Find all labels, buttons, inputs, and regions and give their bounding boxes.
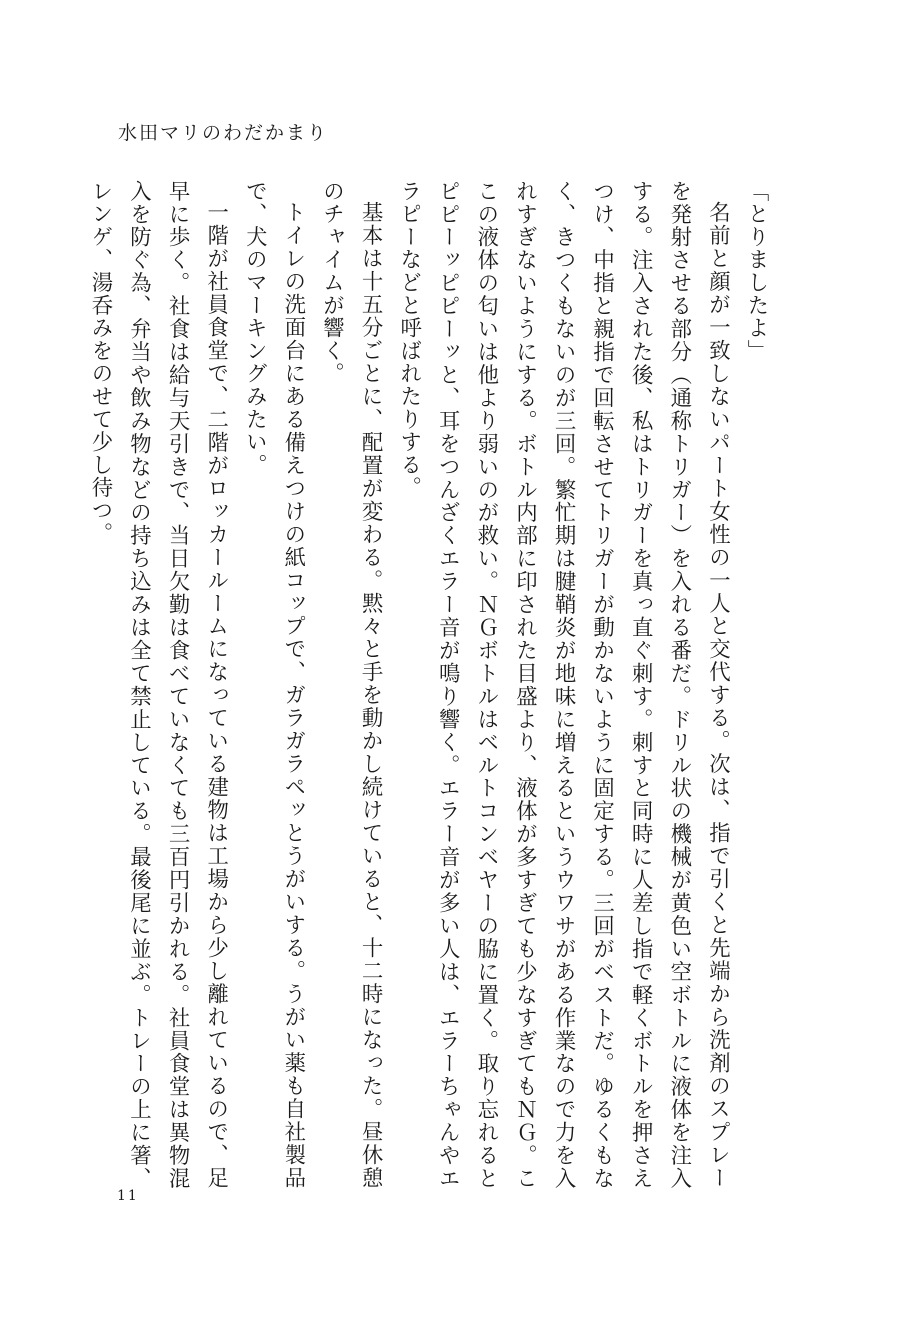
- paragraph: 「とりましたよ」: [744, 180, 769, 363]
- paragraph: 名前と顔が一致しないパート女性の一人と交代する。次は、指で引くと先端から洗剤のスプレーを発射させる部分（通称トリガー）を入れる番だ。ドリル状の機械が黄色い空ボトルに液体を注入する。注入された後、私はトリガーを真っ直ぐ刺す。刺すと同時に人差し指で軽くボトルを押さえつけ、中指と親指で回転させてトリガーが動かないように固定する。三回がベストだ。ゆるくもなく、きつくもないのが三回。繁忙期は腱鞘炎が地味に増えるというウワサがある作業なので力を入れすぎないようにする。ボトル内部に印された目盛より、液体が多すぎても少なすぎてもＮＧ。ここの液体の匂いは他より弱いのが救い。ＮＧボトルはベルトコンベヤーの脇に置く。取り忘れるとピピーッピピーッと、耳をつんざくエラー音が鳴り響く。エラー音が多い人は、エラーちゃんやエラピーなどと呼ばれたりする。: [396, 180, 731, 1190]
- paragraph: 基本は十五分ごとに、配置が変わる。黙々と手を動かし続けていると、十二時になった。昼休憩のチャイムが響く。: [319, 180, 384, 1190]
- paragraph: トイレの洗面台にある備えつけの紙コップで、ガラガラペッとうがいする。うがい薬も自社製品で、犬のマーキングみたい。: [242, 180, 306, 1190]
- paragraph: 一階が社員食堂で、二階がロッカールームになっている建物は工場から少し離れているので、足早に歩く。社食は給与天引きで、当日欠勤は食べていなくても三百円引かれる。社員食堂は異物混入を防ぐ為、弁当や飲み物などの持ち込みは全て禁止している。最後尾に並ぶ。トレーの上に箸、レンゲ、湯呑みをのせて少し待つ。: [87, 180, 229, 1190]
- page-number: 11: [117, 1188, 139, 1204]
- running-head: 水田マリのわだかまり: [118, 122, 329, 144]
- body-text: [87, 180, 775, 1190]
